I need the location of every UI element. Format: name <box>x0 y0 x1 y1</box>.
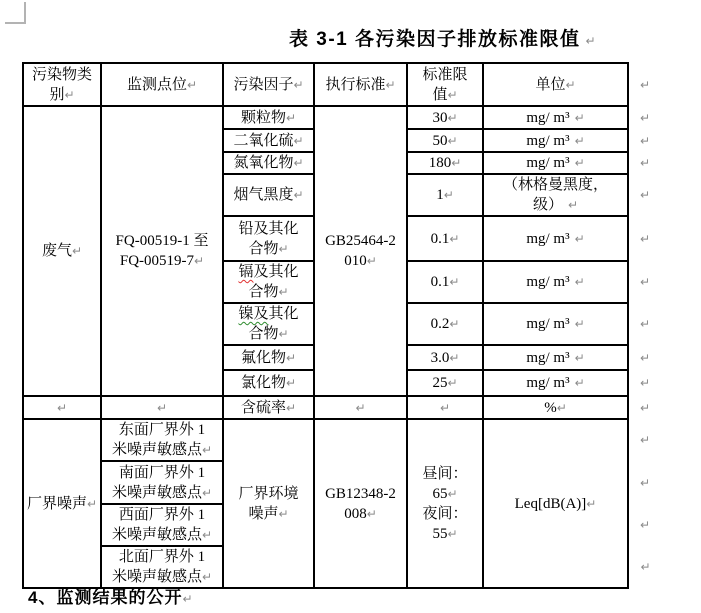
cell-limit <box>407 261 483 303</box>
end-of-row-mark: ↵ <box>639 317 651 331</box>
end-of-cell-mark: ↵ <box>201 485 213 500</box>
cell-text: 厂界噪声 <box>26 495 87 512</box>
end-of-cell-mark: ↵ <box>201 570 213 584</box>
cell-unit <box>483 370 628 396</box>
table-row <box>23 106 662 129</box>
cell-text: 氯化物 <box>240 375 286 391</box>
header-unit <box>483 63 628 106</box>
cell-limit <box>407 152 483 174</box>
paragraph-mark: ↵ <box>585 34 596 48</box>
cell-limit <box>407 370 483 396</box>
end-of-cell-mark: ↵ <box>447 376 458 390</box>
header-monitoring-point <box>101 63 223 106</box>
cell-text: 含硫率 <box>240 399 286 416</box>
cell-text: 厂界环境 <box>238 485 299 502</box>
end-of-cell-mark: ↵ <box>293 188 304 202</box>
end-of-cell-mark: ↵ <box>71 244 83 258</box>
cell-factor <box>223 303 314 345</box>
cell-text: 010 <box>344 253 367 269</box>
cell-text: 昼间： <box>422 465 468 482</box>
cell-unit <box>483 174 628 216</box>
cell-text: 米噪声敏感点 <box>111 442 202 458</box>
cell-text: （林格曼黑度， <box>502 177 608 193</box>
cell-text: FQ-00519-1 至 <box>115 233 209 249</box>
end-of-cell-mark: ↵ <box>278 285 289 299</box>
cell-text: 铅及其化 <box>238 220 299 237</box>
cell-text: 噪声 <box>248 505 279 522</box>
end-of-cell-mark: ↵ <box>194 254 205 268</box>
end-of-cell-mark: ↵ <box>449 275 460 289</box>
cell-text: 合物 <box>248 284 279 300</box>
cell-empty <box>314 396 407 419</box>
end-of-row-mark-cell <box>628 63 662 106</box>
end-of-cell-mark: ↵ <box>449 317 460 331</box>
pollutant-standards-table <box>22 62 663 589</box>
cell-unit <box>483 152 628 174</box>
end-of-cell-mark: ↵ <box>86 496 98 511</box>
table-row-sulfur <box>23 396 662 419</box>
end-of-row-mark-cell <box>628 216 662 261</box>
cell-factor <box>223 129 314 152</box>
cell-text: 米噪声敏感点 <box>111 484 202 501</box>
end-of-cell-mark: ↵ <box>355 400 366 415</box>
cell-text: 氮氧化物 <box>233 155 294 171</box>
cell-text: GB25464-2 <box>325 233 396 249</box>
end-of-cell-mark: ↵ <box>447 526 458 541</box>
cell-text: 级） <box>532 197 563 213</box>
end-of-cell-mark: ↵ <box>186 77 198 92</box>
header-text: 值 <box>432 86 448 103</box>
cell-text: 30 <box>432 109 448 126</box>
cell-limit-noise <box>407 419 483 588</box>
cell-limit <box>407 303 483 345</box>
end-of-cell-mark: ↵ <box>285 376 297 390</box>
end-of-cell-mark: ↵ <box>385 77 396 92</box>
cell-factor <box>223 396 314 419</box>
end-of-cell-mark: ↵ <box>366 254 377 268</box>
end-of-row-mark-cell <box>628 504 662 546</box>
end-of-cell-mark: ↵ <box>293 77 304 92</box>
cell-text: 0.2 <box>430 316 450 332</box>
cell-unit <box>483 216 628 261</box>
cell-standard-gas <box>314 106 407 396</box>
cell-text: 二氧化硫 <box>233 132 294 149</box>
cell-category-gas <box>23 106 101 396</box>
end-of-cell-mark: ↵ <box>567 198 579 212</box>
end-of-cell-mark: ↵ <box>574 350 585 365</box>
header-pollutant-category <box>23 63 101 106</box>
cell-factor <box>223 370 314 396</box>
cell-limit <box>407 174 483 216</box>
cell-text: Leq[dB(A)] <box>514 495 587 512</box>
end-of-cell-mark: ↵ <box>439 400 451 415</box>
cell-text: 0.1 <box>430 274 450 290</box>
cell-text: 东面厂界外 1 <box>118 422 206 438</box>
end-of-row-mark: ↵ <box>640 560 651 574</box>
cell-text: 米噪声敏感点 <box>111 569 202 585</box>
end-of-cell-mark: ↵ <box>293 133 304 148</box>
cell-monitoring-point-west <box>101 504 223 546</box>
end-of-row-mark-cell <box>628 546 662 588</box>
end-of-cell-mark: ↵ <box>574 110 585 125</box>
end-of-cell-mark: ↵ <box>285 350 297 365</box>
end-of-row-mark: ↵ <box>639 77 651 92</box>
end-of-row-mark-cell <box>628 370 662 396</box>
cell-unit <box>483 345 628 370</box>
end-of-row-mark-cell <box>628 461 662 504</box>
header-text: 执行标准 <box>325 76 386 93</box>
end-of-cell-mark: ↵ <box>293 156 304 170</box>
header-text: 污染物类 <box>31 66 92 83</box>
paragraph-mark: ↵ <box>182 592 193 606</box>
end-of-row-mark: ↵ <box>639 133 651 148</box>
cell-factor <box>223 261 314 303</box>
cell-text: 180 <box>428 155 452 171</box>
cell-text: 南面厂界外 1 <box>118 464 206 481</box>
header-text: 单位 <box>535 76 566 93</box>
cell-text: % <box>544 399 557 416</box>
cell-factor <box>223 106 314 129</box>
end-of-row-mark: ↵ <box>639 156 651 170</box>
cell-text: GB12348-2 <box>325 485 396 502</box>
cell-text: mg/ m³ <box>526 349 570 366</box>
end-of-row-mark: ↵ <box>639 350 651 365</box>
header-row <box>23 63 662 106</box>
table-title-text: 表 3-1 各污染因子排放标准限值 <box>289 29 581 50</box>
end-of-row-mark: ↵ <box>639 110 651 125</box>
grammar-green-underline: 镍及 <box>238 306 269 322</box>
end-of-cell-mark: ↵ <box>278 506 289 521</box>
cell-unit-noise <box>483 419 628 588</box>
end-of-row-mark: ↵ <box>639 376 651 390</box>
end-of-row-mark: ↵ <box>639 433 651 447</box>
cell-unit <box>483 303 628 345</box>
cell-text: mg/ m³ <box>526 109 570 126</box>
cell-limit <box>407 345 483 370</box>
header-text: 监测点位 <box>126 76 187 93</box>
section-heading <box>28 583 193 608</box>
cell-text: mg/ m³ <box>526 274 570 290</box>
table-row <box>23 419 662 461</box>
cell-text: 废气 <box>41 243 72 259</box>
cell-monitoring-point-north <box>101 546 223 588</box>
cell-text: 25 <box>432 375 448 391</box>
header-standard-limit <box>407 63 483 106</box>
end-of-cell-mark: ↵ <box>56 400 68 415</box>
end-of-row-mark: ↵ <box>639 475 651 490</box>
end-of-cell-mark: ↵ <box>278 327 289 341</box>
end-of-cell-mark: ↵ <box>285 110 297 125</box>
end-of-row-mark-cell <box>628 174 662 216</box>
end-of-cell-mark: ↵ <box>447 87 458 102</box>
cell-unit <box>483 261 628 303</box>
cell-text: 3.0 <box>430 349 450 366</box>
header-executive-standard <box>314 63 407 106</box>
end-of-row-mark: ↵ <box>639 275 651 289</box>
end-of-row-mark-cell <box>628 129 662 152</box>
cell-factor-noise <box>223 419 314 588</box>
end-of-cell-mark: ↵ <box>366 506 377 521</box>
cell-monitoring-point-south <box>101 461 223 504</box>
end-of-row-mark: ↵ <box>639 518 651 532</box>
end-of-cell-mark: ↵ <box>201 443 213 457</box>
end-of-row-mark: ↵ <box>639 188 651 202</box>
cell-text: 65 <box>432 485 448 502</box>
cell-unit <box>483 129 628 152</box>
end-of-cell-mark: ↵ <box>156 400 168 415</box>
end-of-row-mark-cell <box>628 345 662 370</box>
end-of-cell-mark: ↵ <box>449 350 460 365</box>
end-of-cell-mark: ↵ <box>556 400 567 415</box>
end-of-row-mark-cell <box>628 419 662 461</box>
header-text: 别 <box>49 86 65 103</box>
section-heading-text: 4、监测结果的公开 <box>28 588 183 607</box>
cell-monitoring-points-gas <box>101 106 223 396</box>
header-text: 标准限 <box>422 66 468 83</box>
end-of-cell-mark: ↵ <box>451 156 462 170</box>
header-text: 污染因子 <box>233 76 294 93</box>
end-of-row-mark-cell <box>628 152 662 174</box>
end-of-cell-mark: ↵ <box>574 231 585 246</box>
cell-text: 0.1 <box>430 230 450 247</box>
cell-empty <box>407 396 483 419</box>
end-of-cell-mark: ↵ <box>285 400 297 415</box>
end-of-cell-mark: ↵ <box>443 188 454 202</box>
end-of-cell-mark: ↵ <box>565 77 576 92</box>
cell-limit <box>407 216 483 261</box>
end-of-cell-mark: ↵ <box>447 133 458 148</box>
cell-text: 50 <box>432 132 448 149</box>
cell-text: 008 <box>344 505 367 522</box>
cell-text: mg/ m³ <box>526 230 570 247</box>
cell-text: 烟气黑度 <box>233 187 294 203</box>
end-of-cell-mark: ↵ <box>64 87 75 102</box>
cell-empty <box>23 396 101 419</box>
cell-text: 其化 <box>268 306 299 322</box>
cell-factor <box>223 152 314 174</box>
cell-limit <box>407 106 483 129</box>
text-boundary-corner-horizontal <box>5 22 26 24</box>
cell-text: 北面厂界外 1 <box>118 549 206 565</box>
cell-text: mg/ m³ <box>526 155 570 171</box>
cell-text: mg/ m³ <box>526 316 570 332</box>
cell-category-noise <box>23 419 101 588</box>
cell-text: 1 <box>436 187 444 203</box>
cell-limit <box>407 129 483 152</box>
end-of-cell-mark: ↵ <box>574 317 585 331</box>
cell-empty <box>101 396 223 419</box>
cell-text: mg/ m³ <box>526 132 570 149</box>
end-of-cell-mark: ↵ <box>574 275 585 289</box>
end-of-cell-mark: ↵ <box>201 528 213 542</box>
cell-text: 米噪声敏感点 <box>111 527 202 543</box>
cell-text: 及其化 <box>253 264 299 280</box>
cell-unit <box>483 396 628 419</box>
line-break-mark: ↵ <box>447 486 458 501</box>
text-boundary-corner-vertical <box>24 2 26 24</box>
end-of-row-mark: ↵ <box>639 400 651 415</box>
cell-text: FQ-00519-7 <box>119 253 195 269</box>
cell-text: 夜间： <box>422 505 468 522</box>
cell-text: mg/ m³ <box>526 375 570 391</box>
end-of-row-mark-cell <box>628 396 662 419</box>
end-of-cell-mark: ↵ <box>574 156 585 170</box>
end-of-cell-mark: ↵ <box>278 241 289 256</box>
end-of-cell-mark: ↵ <box>447 110 458 125</box>
end-of-row-mark: ↵ <box>639 231 651 246</box>
cell-text: 氟化物 <box>240 349 286 366</box>
cell-text: 合物 <box>248 326 279 342</box>
end-of-row-mark-cell <box>628 106 662 129</box>
table-title <box>289 24 596 51</box>
cell-text: 西面厂界外 1 <box>118 507 206 523</box>
end-of-cell-mark: ↵ <box>574 376 585 390</box>
end-of-row-mark-cell <box>628 261 662 303</box>
spellcheck-red-underline: 镉 <box>238 264 254 280</box>
cell-unit <box>483 106 628 129</box>
cell-factor <box>223 216 314 261</box>
header-pollution-factor <box>223 63 314 106</box>
cell-text: 55 <box>432 525 448 542</box>
cell-monitoring-point-east <box>101 419 223 461</box>
end-of-cell-mark: ↵ <box>586 496 597 511</box>
cell-factor <box>223 345 314 370</box>
end-of-cell-mark: ↵ <box>449 231 460 246</box>
end-of-cell-mark: ↵ <box>574 133 585 148</box>
cell-standard-noise <box>314 419 407 588</box>
cell-text: 合物 <box>248 240 279 257</box>
cell-factor <box>223 174 314 216</box>
end-of-row-mark-cell <box>628 303 662 345</box>
cell-text: 颗粒物 <box>240 109 286 126</box>
